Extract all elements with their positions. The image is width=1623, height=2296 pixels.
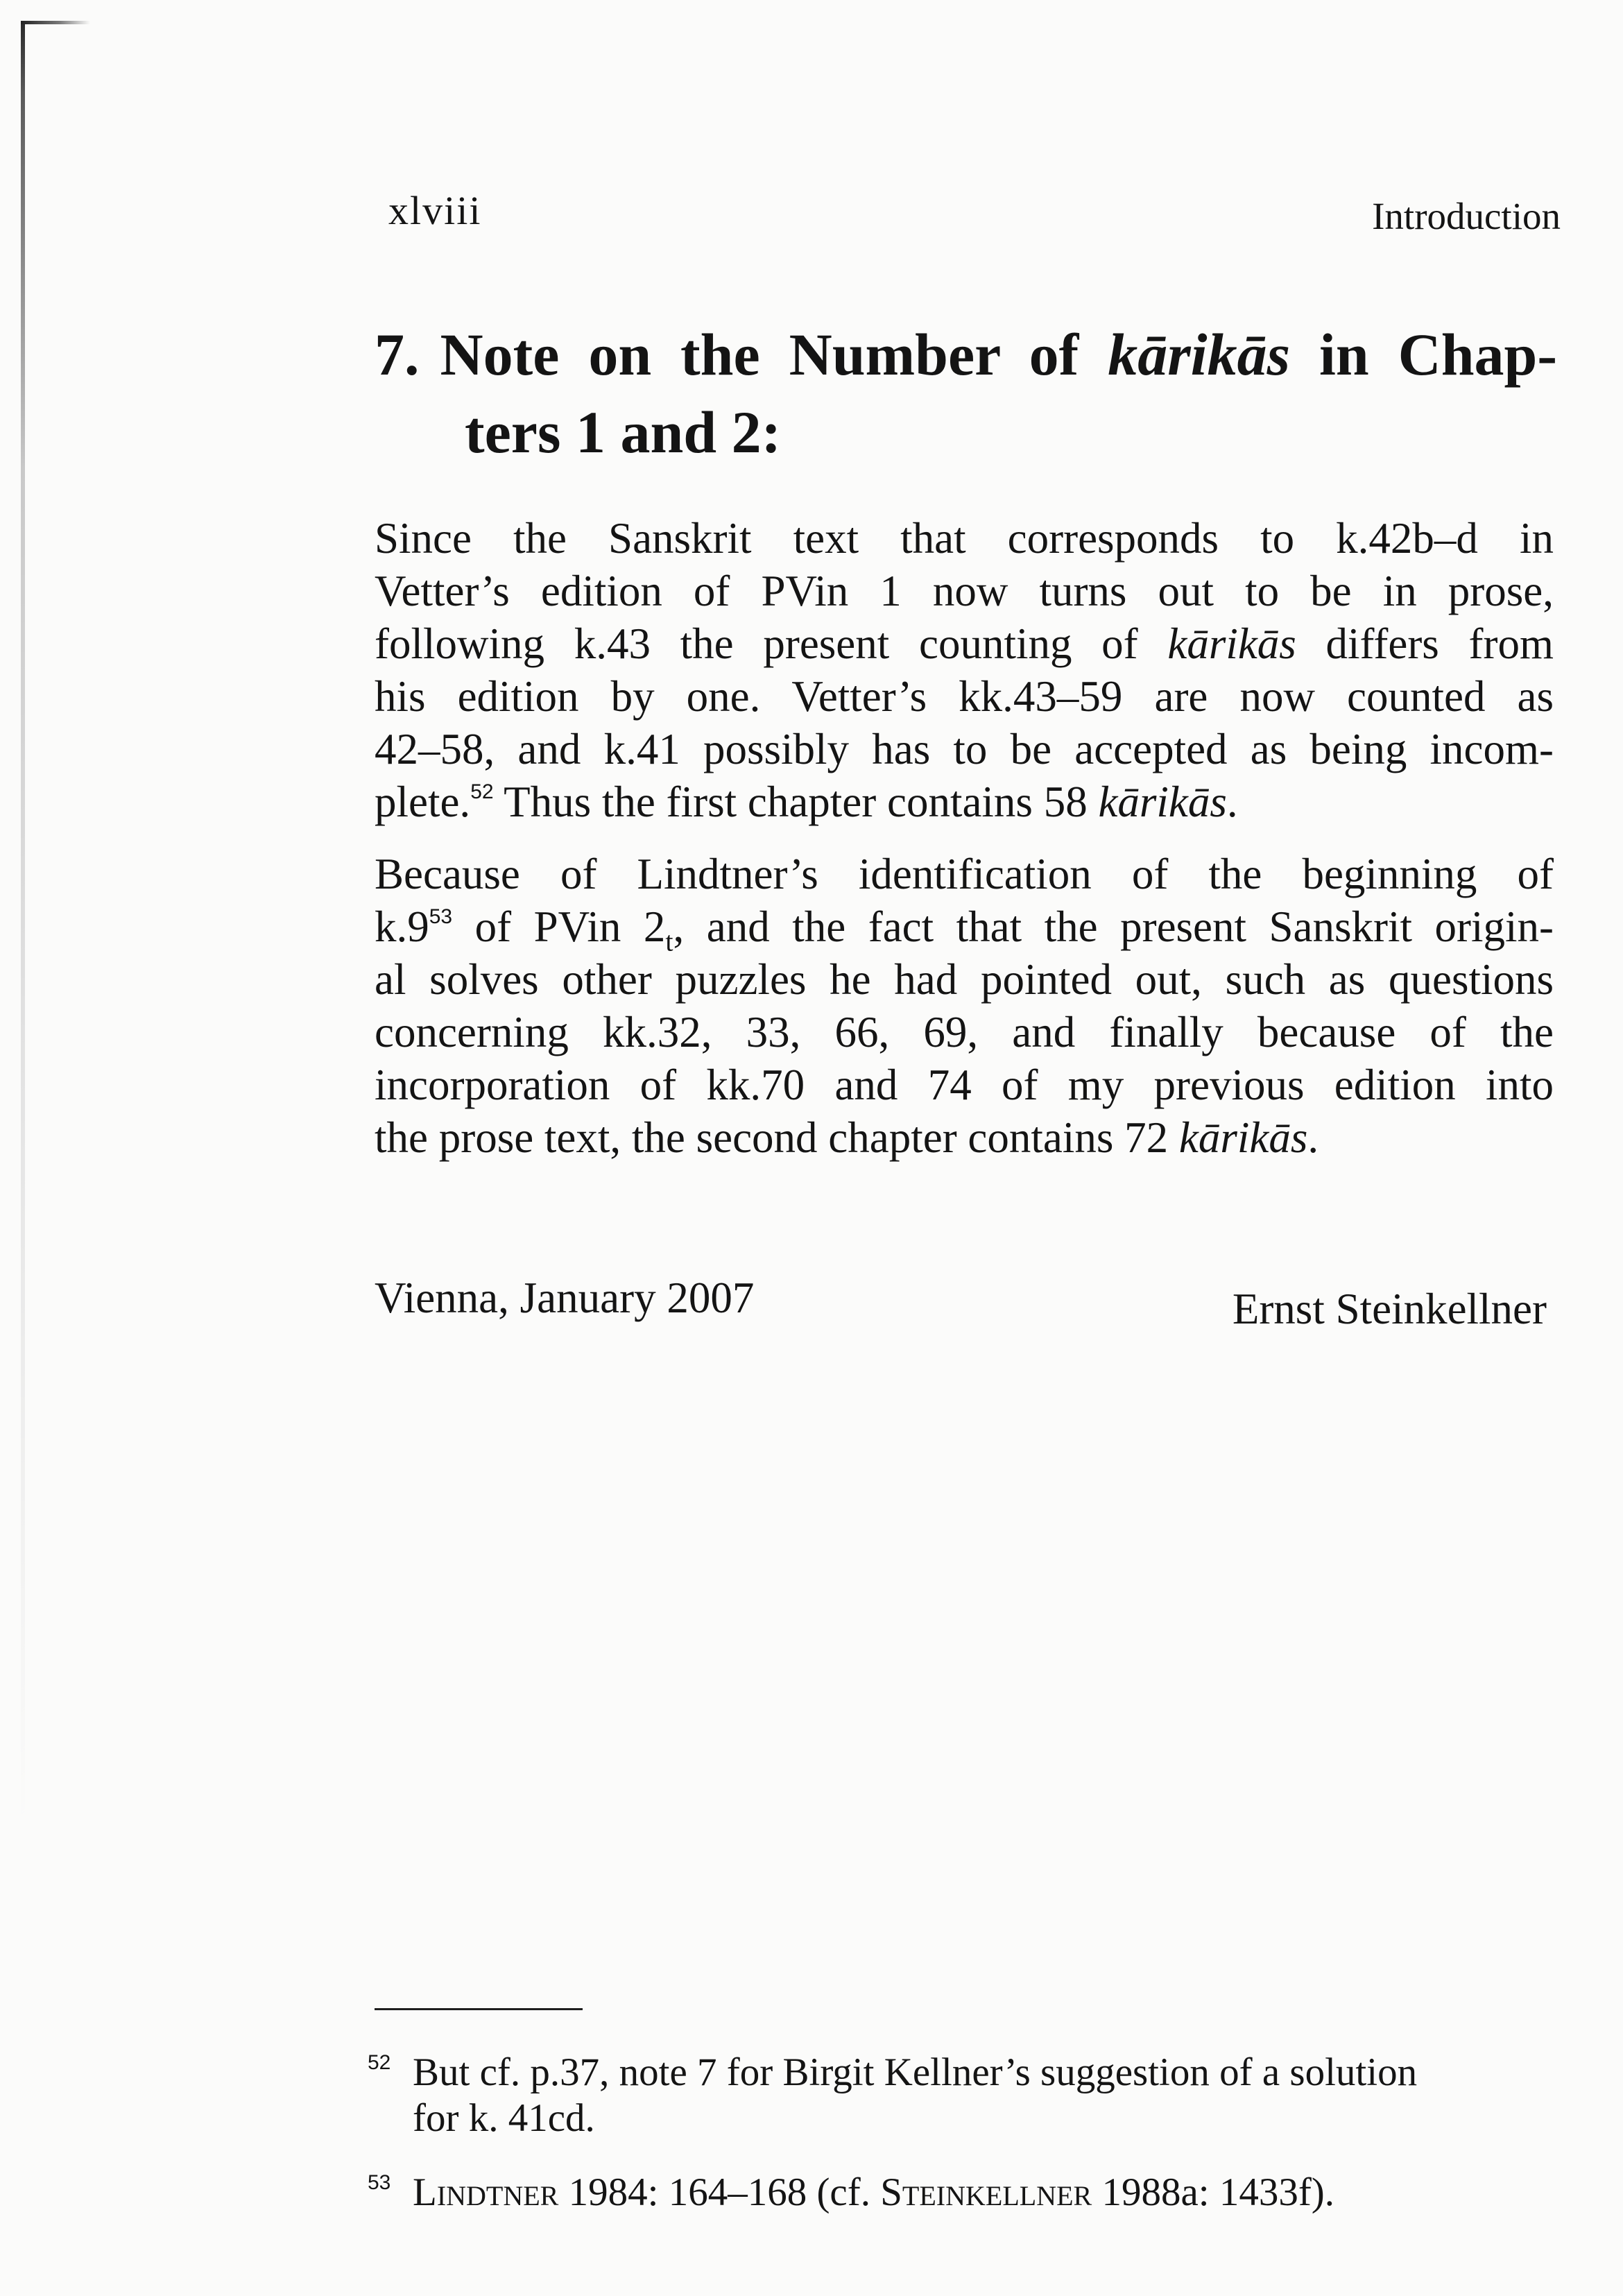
cited-author: Steinkellner xyxy=(880,2170,1092,2214)
footnote-text xyxy=(375,2050,1561,2141)
footnote-line: But cf. p.37, note 7 for Birgit Kellner’s suggestion of a solution xyxy=(413,2050,1418,2094)
paragraph-line: Because of Lindtner’s identification of the beginning of xyxy=(375,850,1554,898)
paragraph-line: incorporation of kk.70 and 74 of my previous edition into xyxy=(375,1061,1554,1109)
heading-line-1 xyxy=(375,316,1557,393)
text-run: the prose text, the second chapter contains 72 xyxy=(375,1113,1179,1162)
footnote-line xyxy=(413,2170,1561,2216)
text-run: Thus the first chapter contains 58 xyxy=(493,778,1099,826)
cited-author: Lindtner xyxy=(413,2170,559,2214)
place-and-date: Vienna, January 2007 xyxy=(375,1274,755,1322)
italic-term: kārikās xyxy=(1098,778,1227,826)
footnote-ref-52[interactable]: 52 xyxy=(470,780,494,803)
section-number: 7. xyxy=(375,321,420,388)
heading-line-2: ters 1 and 2: xyxy=(465,399,782,465)
footnote-number: 52 xyxy=(368,2051,391,2074)
text-run: k.9 xyxy=(375,902,429,951)
text-run: 1988a: 1433f). xyxy=(1092,2170,1335,2214)
heading-text-a: Note on the Number of xyxy=(440,321,1108,388)
paragraph-line: 42–58, and k.41 possibly has to be accepted as being incom- xyxy=(375,725,1554,773)
paragraph-1 xyxy=(375,512,1554,828)
text-run: , and the fact that the present Sanskrit origin- xyxy=(673,902,1554,951)
running-title: Introduction xyxy=(1372,195,1561,237)
author-name: Ernst Steinkellner xyxy=(1232,1285,1547,1333)
page-number: xlviii xyxy=(388,188,482,233)
heading-text-b: in Chap- xyxy=(1290,321,1557,388)
paragraph-line xyxy=(375,1111,1554,1164)
footnote-line: for k. 41cd. xyxy=(413,2096,595,2140)
italic-term: kārikās xyxy=(1167,619,1296,668)
text-run: . xyxy=(1226,778,1238,826)
text-run: . xyxy=(1307,1113,1319,1162)
section-heading xyxy=(375,316,1557,471)
paragraph-line xyxy=(375,900,1554,957)
footnote-ref-53[interactable]: 53 xyxy=(429,905,453,928)
paragraph-line: al solves other puzzles he had pointed out, such as questions xyxy=(375,955,1554,1004)
text-run: following k.43 the present counting of xyxy=(375,619,1168,668)
paragraph-line: Vetter’s edition of PVin 1 now turns out to be in prose, xyxy=(375,567,1554,615)
footnote-52 xyxy=(368,2050,1561,2141)
text-run: 1984: 164–168 (cf. xyxy=(558,2170,881,2214)
scan-shadow-edge xyxy=(21,21,25,1824)
subscript: t xyxy=(665,925,673,957)
paragraph-line xyxy=(375,776,1554,828)
paragraph-line: Since the Sanskrit text that corresponds to k.42b–d in xyxy=(375,514,1554,563)
italic-term: kārikās xyxy=(1178,1113,1308,1162)
signature-block xyxy=(375,1273,1547,1335)
running-header xyxy=(375,187,1561,243)
text-run: plete. xyxy=(375,778,471,826)
heading-term: kārikās xyxy=(1108,321,1291,388)
footnote-text xyxy=(375,2170,1561,2216)
footnote-53 xyxy=(368,2170,1561,2216)
paragraph-line: concerning kk.32, 33, 66, 69, and finally because of the xyxy=(375,1008,1554,1056)
paragraph-line xyxy=(375,617,1554,670)
paragraph-line: his edition by one. Vetter’s kk.43–59 are now counted as xyxy=(375,672,1554,721)
paragraph-2 xyxy=(375,848,1554,1164)
scan-shadow-corner xyxy=(21,21,90,24)
footnote-number: 53 xyxy=(368,2171,391,2194)
footnote-separator xyxy=(375,2008,583,2010)
text-run: of PVin 2 xyxy=(452,902,666,951)
text-run: differs from xyxy=(1296,619,1554,668)
